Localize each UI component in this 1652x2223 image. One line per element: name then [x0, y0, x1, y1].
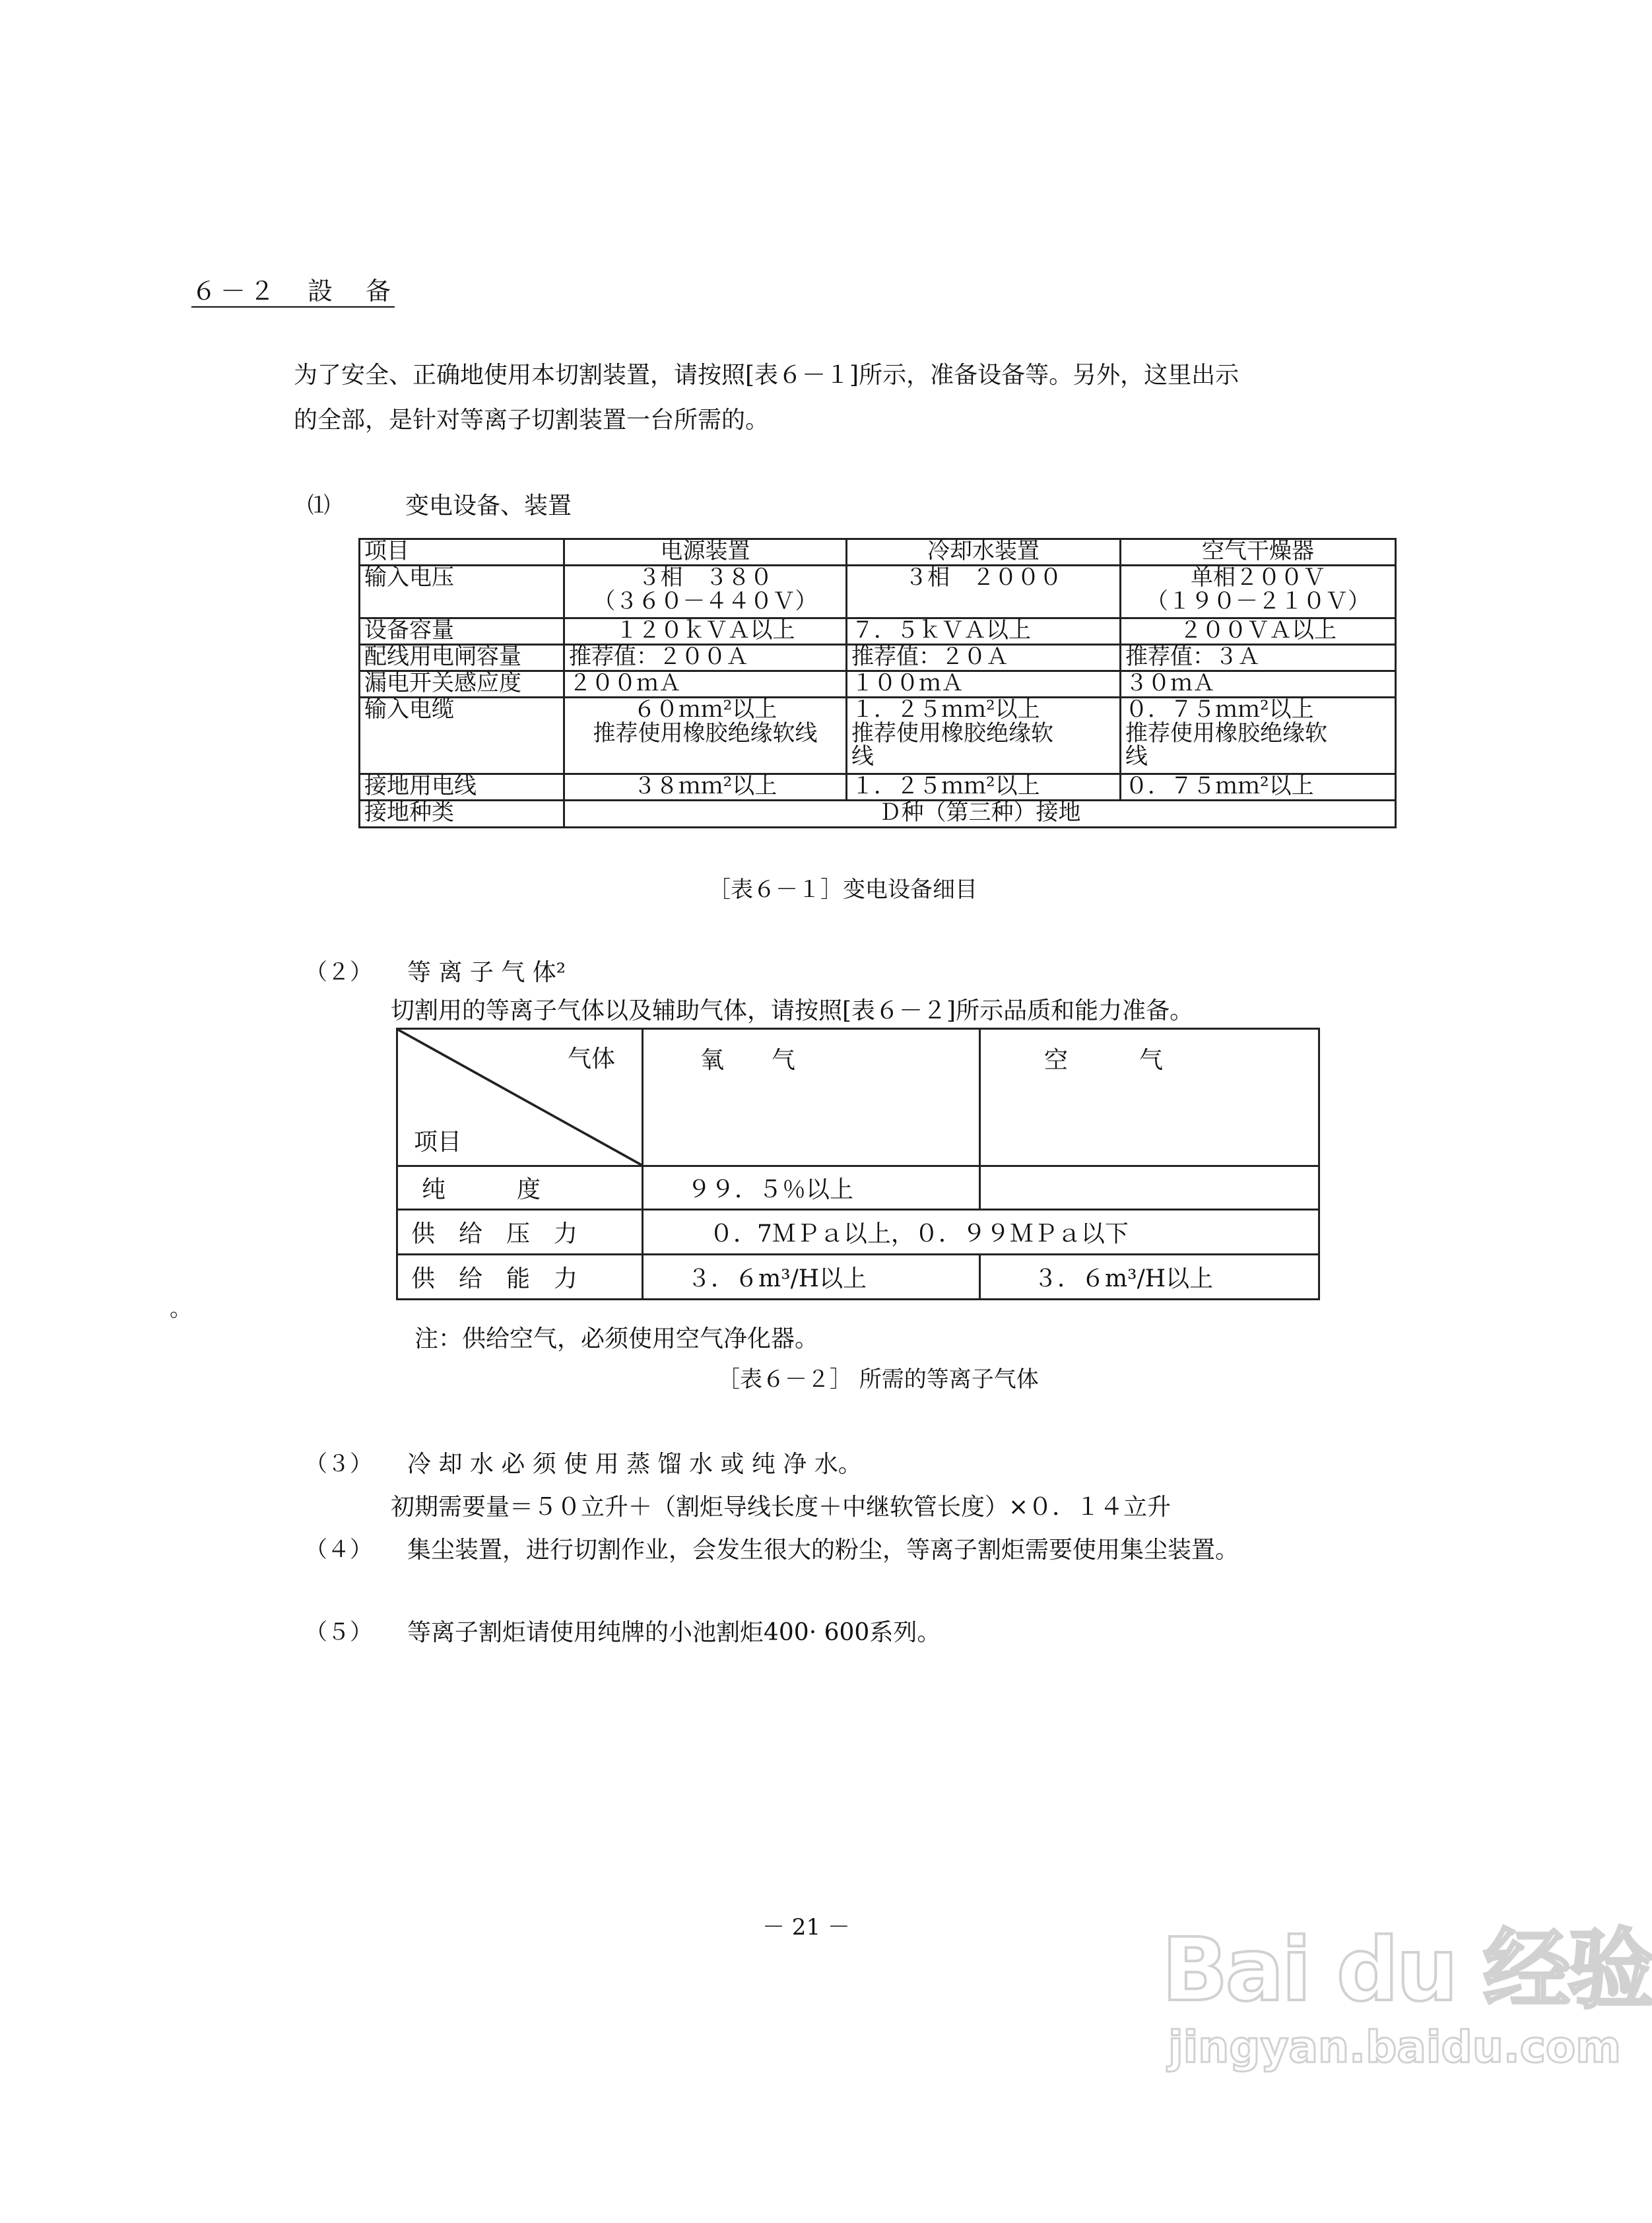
table-row — [397, 1210, 1319, 1255]
item2-title: 等 离 子 气 体² — [407, 959, 566, 986]
table2-caption: ［表６－２］ 所需的等离子气体 — [717, 1366, 1039, 1393]
table-cell: ２００ＶＡ以上 — [1121, 618, 1396, 644]
table-cell: Ｄ种（第三种）接地 — [564, 800, 1396, 827]
plasma-gas-table — [396, 1028, 1320, 1300]
table-cell: ７．５ｋＶＡ以上 — [847, 618, 1121, 644]
table-cell: 推荐值：２００Ａ — [564, 644, 847, 671]
table-cell: １．２５ｍｍ²以上 推荐使用橡胶绝缘软 线 — [847, 697, 1121, 774]
table-cell: 推荐值：２０Ａ — [847, 644, 1121, 671]
item3-number: （３） — [305, 1451, 372, 1477]
item5-text: 等离子割炬请使用纯牌的小池割炬400· 600系列。 — [407, 1619, 941, 1646]
item4-text: 集尘装置，进行切割作业，会发生很大的粉尘，等离子割炬需要使用集尘装置。 — [407, 1537, 1239, 1564]
table-row — [397, 1255, 1319, 1300]
table-header-row — [360, 539, 1396, 566]
table-cell: ９９．５％以上 — [643, 1166, 980, 1210]
item5-number: （５） — [305, 1619, 372, 1645]
table-cell: 接地用电线 — [360, 774, 564, 800]
table-cell: 输入电压 — [360, 566, 564, 618]
item1-title: 变电设备、装置 — [405, 492, 572, 519]
table-row — [360, 566, 1396, 618]
table-cell: ３相 ３８０ （３６０－４４０Ｖ） — [564, 566, 847, 618]
table-cell: ２００ｍＡ — [564, 671, 847, 697]
page-number: － 21 － — [762, 1914, 850, 1941]
table-cell: ６０ｍｍ²以上 推荐使用橡胶绝缘软线 — [564, 697, 847, 774]
table-cell: 配线用电闸容量 — [360, 644, 564, 671]
table-cell: 设备容量 — [360, 618, 564, 644]
table-cell — [980, 1166, 1319, 1210]
table-row — [360, 697, 1396, 774]
table-header-cell: 空气干燥器 — [1121, 539, 1396, 566]
table-cell: ３０ｍＡ — [1121, 671, 1396, 697]
stray-mark: 。 — [170, 1296, 192, 1322]
table-header-cell: 项目 — [360, 539, 564, 566]
table-cell: １．２５ｍｍ²以上 — [847, 774, 1121, 800]
table-cell: ３８ｍｍ²以上 — [564, 774, 847, 800]
table-header-row — [397, 1029, 1319, 1166]
intro-line-1: 为了安全、正确地使用本切割装置，请按照[表６－１]所示，准备设备等。另外，这里出示 — [294, 362, 1239, 389]
table-row — [360, 774, 1396, 800]
baidu-watermark — [1162, 1900, 1652, 2098]
row-label: 供 给 能 力 — [397, 1255, 643, 1300]
table-cell: ０．７５ｍｍ²以上 推荐使用橡胶绝缘软 线 — [1121, 697, 1396, 774]
table-cell: 单相２００Ｖ （１９０－２１０Ｖ） — [1121, 566, 1396, 618]
table-cell: ３相 ２０００ — [847, 566, 1121, 618]
table-header-cell: 电源装置 — [564, 539, 847, 566]
item-header-label: 项目 — [414, 1129, 462, 1156]
table-row — [360, 671, 1396, 697]
item2-text: 切割用的等离子气体以及辅助气体，请按照[表６－２]所示品质和能力准备。 — [391, 997, 1194, 1024]
table-row — [360, 800, 1396, 827]
table-row — [360, 644, 1396, 671]
item2-number: （２） — [305, 959, 372, 985]
table-cell: 接地种类 — [360, 800, 564, 827]
table-cell: 输入电缆 — [360, 697, 564, 774]
row-label: 供 给 压 力 — [397, 1210, 643, 1255]
table-row — [397, 1166, 1319, 1210]
table-cell: １００ｍＡ — [847, 671, 1121, 697]
table2-note: 注：供给空气，必须使用空气净化器。 — [414, 1325, 819, 1352]
item3-title: 冷 却 水 必 须 使 用 蒸 馏 水 或 纯 净 水。 — [407, 1451, 862, 1478]
intro-line-2: 的全部，是针对等离子切割装置一台所需的。 — [294, 407, 770, 434]
diagonal-header-cell — [397, 1029, 643, 1166]
item3-formula: 初期需要量＝５０立升＋（割炬导线长度＋中继软管长度）×０．１４立升 — [391, 1494, 1172, 1521]
oxygen-header: 氧 气 — [643, 1029, 980, 1166]
table-cell: ０．７５ｍｍ²以上 — [1121, 774, 1396, 800]
table-cell: ３．６m³/H以上 — [643, 1255, 980, 1300]
table-cell: 漏电开关感应度 — [360, 671, 564, 697]
table-cell: １２０ｋＶＡ以上 — [564, 618, 847, 644]
equipment-table — [358, 538, 1397, 828]
baidu-logo: Bai du 经验 — [1162, 1919, 1652, 2021]
row-label: 纯 度 — [397, 1166, 643, 1210]
item1-number: ⑴ — [308, 492, 330, 519]
table1-caption: ［表６－１］变电设备细目 — [708, 877, 977, 903]
table-cell: 推荐值：３Ａ — [1121, 644, 1396, 671]
table-row — [360, 618, 1396, 644]
air-header: 空 气 — [980, 1029, 1319, 1166]
watermark-url: jingyan.baidu.com — [1168, 2022, 1622, 2073]
table-header-cell: 冷却水装置 — [847, 539, 1121, 566]
table-cell: ３．６m³/H以上 — [980, 1255, 1319, 1300]
section-heading: ６－２ 設 备 — [191, 277, 395, 306]
gas-header-label: 气体 — [567, 1045, 615, 1073]
table-cell: ０．7ＭＰａ以上，０．９９ＭＰａ以下 — [643, 1210, 1319, 1255]
item4-number: （４） — [305, 1537, 372, 1563]
